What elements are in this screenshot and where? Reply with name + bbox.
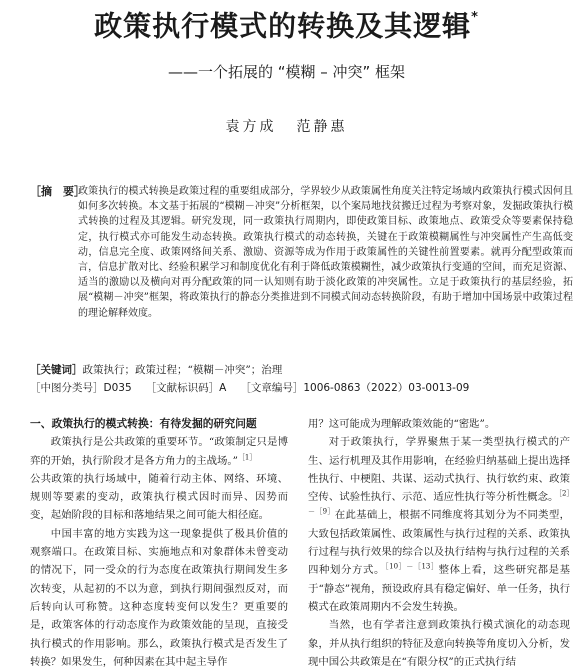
doc-code-label: ［文献标识码］ <box>145 382 220 394</box>
abstract-block <box>30 184 573 321</box>
clc-value: D035 <box>103 382 132 394</box>
body-paragraph: 当然，也有学者注意到政策执行模式演化的动态现象，并从执行组织的特征及意向转换等角度切入分析，发现中国公共政策是在“有限分权”的正式执行结 <box>308 619 570 668</box>
classification-line <box>30 381 469 396</box>
doc-code-value: A <box>219 382 227 394</box>
abstract-label: ［摘 要］ <box>30 185 85 198</box>
author-line <box>0 116 573 136</box>
citation: ［2］－［9］ <box>308 489 570 517</box>
article-number-value: 1006-0863（2022）03-0013-09 <box>303 382 470 394</box>
body-paragraph: 对于政策执行，学界聚焦于某一类型执行模式的产生、运行机理及其作用影响，在经验归纳基础上提出选择性执行、中梗阻、共谋、运动式执行、执行软约束、政策空传、试验性执行、示范、适应性执行等分析性概念。$^{[2]-[9]}$在此基础上，根据不同维度将其划分为不同类型，大致包括政策属性、政策属性与执行过程的关系、政策执行过程与执行效果的综合以及执行结构与执行过程的关系四种划分方式。$^{[10]-[13]}$整体上看，这些研究都是基于“静态”视角，预设政府具有稳定偏好、单一任务，执行模式在政策周期内不会发生转换。 <box>308 436 571 613</box>
keywords-line <box>30 363 282 378</box>
body-paragraph: 用？这可能成为理解政策效能的“密匙”。 <box>308 418 496 430</box>
author-name: 范静惠 <box>296 119 348 135</box>
body-column-left <box>30 415 288 671</box>
body-paragraph: 公共政策的执行场域中，随着行动主体、网络、环境、规则等要素的变动，政策执行模式因时而异、因势而变，起始阶段的目标和落地结果之间可能大相径庭。 <box>30 472 288 522</box>
body-paragraph: 政策执行是公共政策的重要环节。“政策制定只是博弈的开始，执行阶段才是各方角力的主战场。”$^{[1]}$ <box>30 436 288 467</box>
keywords-label: ［关键词］ <box>30 364 83 376</box>
footnote-mark: * <box>471 10 479 25</box>
body-paragraph: 中国丰富的地方实践为这一现象提供了极具价值的观察端口。在政策目标、实施地点和对象群体未曾变动的情况下，同一受众的行为态度在政策执行期间发生多次转变，从起初的不以为意，到执行期间强烈反对，而后转向认可称赞。这种态度转变何以发生？更重要的是，政策客体的行动态度作为政策效能的呈现，直接受执行模式的作用影响。那么，政策执行模式是否发生了转换？如果发生，何种因素在其中起主导作 <box>30 527 288 668</box>
paper-title: 政策执行模式的转换及其逻辑* <box>94 9 479 43</box>
abstract-text: 政策执行的模式转换是政策过程的重要组成部分，学界较少从政策属性角度关注特定场域内政策执行模式因何且如何多次转换。本文基于拓展的“模糊－冲突”分析框架，以个案局地找贫搬迁过程为考察对象，发掘政策执行模式转换的过程及其逻辑。研究发现，同一政策执行周期内，即使政策目标、政策地点、政策受众等要素保持稳定，执行模式亦可能发生动态转换。政策执行模式的动态转换，关键在于政策模糊属性与冲突属性产生高低变动，信息完全度、政策网络间关系、激励、资源等成为作用于政策属性的关键性前置要素。就再分配型政策而言，信息扩散对比、经验积累学习和制度优化有利于降低政策模糊性，减少政策执行变通的空间，而充足资源、适当的激励以及横向对再分配政策的同一认知则有助于淡化政策的冲突属性。立足于政策执行的基层经验，拓展“模糊－冲突”框架，将政策执行的静态分类推进到不同模式间动态转换阶段，有助于增加中国场景中政策过程的理论解释效度。 <box>78 186 573 319</box>
body-column-right <box>308 415 570 671</box>
citation: ［10］－［13］ <box>385 562 439 571</box>
section-heading: 一、政策执行的模式转换：有待发掘的研究问题 <box>30 417 257 430</box>
citation: ［1］ <box>237 453 257 462</box>
article-number-label: ［文章编号］ <box>240 382 304 394</box>
clc-label: ［中图分类号］ <box>30 382 104 394</box>
keywords-text: 政策执行；政策过程；“模糊－冲突”；治理 <box>82 364 283 376</box>
paper-subtitle: ——一个拓展的 “模糊 – 冲突” 框架 <box>167 63 406 81</box>
author-name: 袁方成 <box>225 119 277 135</box>
